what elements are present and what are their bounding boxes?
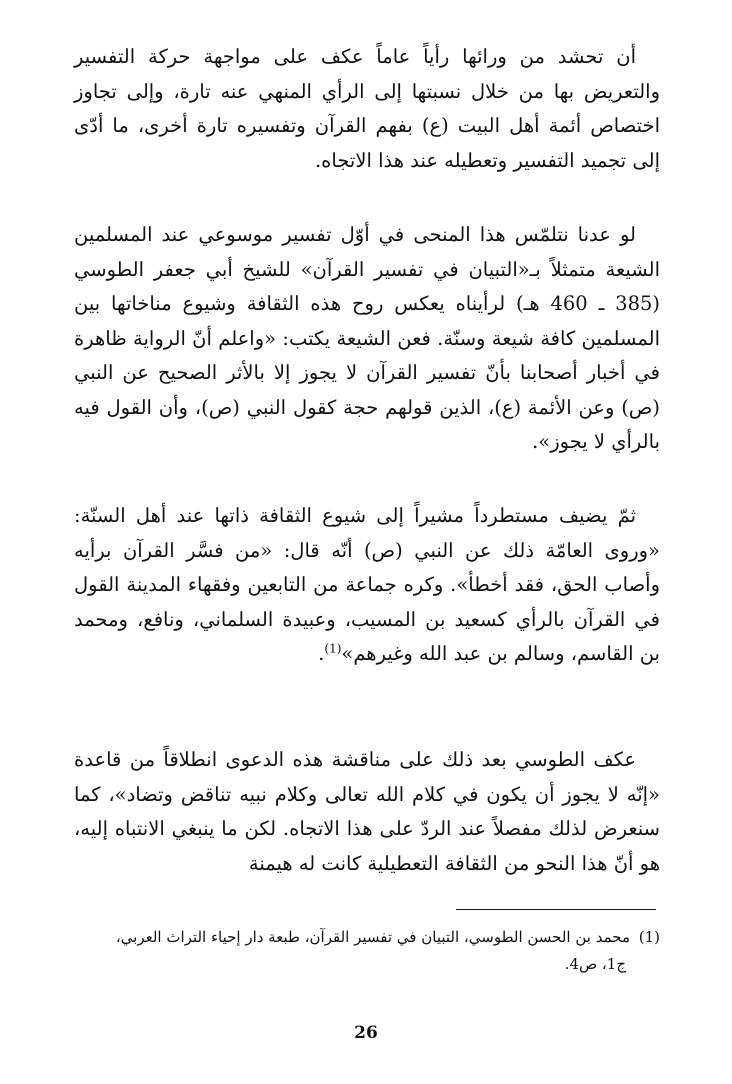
body-paragraph-4 bbox=[74, 743, 660, 881]
body-paragraph-1 bbox=[74, 40, 660, 178]
footnote-divider bbox=[456, 909, 656, 910]
body-paragraph-3 bbox=[74, 499, 660, 672]
body-paragraph-2 bbox=[74, 218, 660, 460]
paragraph-text: عكف الطوسي بعد ذلك على مناقشة هذه الدعوى انطلاقاً من قاعدة «إنّه لا يجوز أن يكون في كلام الله تعالى وكلام نبيه تناقض وتضاد»، كما سنعرض لذلك مفصلاً عند الردّ على هذا الاتجاه. لكن ما ينبغي الانتباه إليه، هو أنّ هذا النحو من الثقافة التعطيلية كانت له هيمنة bbox=[74, 748, 660, 875]
footnote bbox=[74, 924, 660, 978]
footnote-continuation: ج1، ص4. bbox=[564, 955, 626, 973]
paragraph-text: أن تحشد من ورائها رأياً عاماً عكف على مواجهة حركة التفسير والتعريض بها من خلال نسبتها إلى الرأي المنهي عنه تارة، وإلى تجاوز اختصاص أئمة أهل البيت (ع) بفهم القرآن وتفسيره تارة أخرى، ما أدّى إلى تجميد التفسير وتعطيله عند هذا الاتجاه. bbox=[74, 45, 660, 172]
paragraph-text: لو عدنا نتلمّس هذا المنحى في أوّل تفسير موسوعي عند المسلمين الشيعة متمثلاً بـ«التبيان في تفسير القرآن» للشيخ أبي جعفر الطوسي (385 ـ 460 هـ) لرأيناه يعكس روح هذه الثقافة وشيوع مناخاتها بين المسلمين كافة شيعة وسنّة. فعن الشيعة يكتب: «واعلم أنّ الرواية ظاهرة في أخبار أصحابنا بأنّ تفسير القرآن لا يجوز إلا بالأثر الصحيح عن النبي (ص) وعن الأئمة (ع)، الذين قولهم حجة كقول النبي (ص)، وأن القول فيه بالرأي لا يجوز». bbox=[74, 223, 660, 453]
footnote-number: (1) bbox=[638, 928, 660, 946]
paragraph-text-container bbox=[74, 499, 660, 672]
page-number: 26 bbox=[354, 1023, 378, 1043]
paragraph-end-period: . bbox=[318, 642, 325, 665]
paragraph-text: ثمّ يضيف مستطرداً مشيراً إلى شيوع الثقافة ذاتها عند أهل السنّة: «وروى العامّة ذلك عن النبي (ص) أنّه قال: «من فسَّر القرآن برأيه وأصاب الحق، فقد أخطأ». وكره جماعة من التابعين وفقهاء المدينة القول في القرآن بالرأي كسعيد بن المسيب، وعبيدة السلماني، ونافع، ومحمد بن القاسم، وسالم بن عبد الله وغيرهم» bbox=[74, 504, 660, 665]
footnote-text: محمد بن الحسن الطوسي، التبيان في تفسير القرآن، طبعة دار إحياء التراث العربي، bbox=[115, 928, 630, 946]
footnote-reference: (1) bbox=[324, 641, 342, 656]
